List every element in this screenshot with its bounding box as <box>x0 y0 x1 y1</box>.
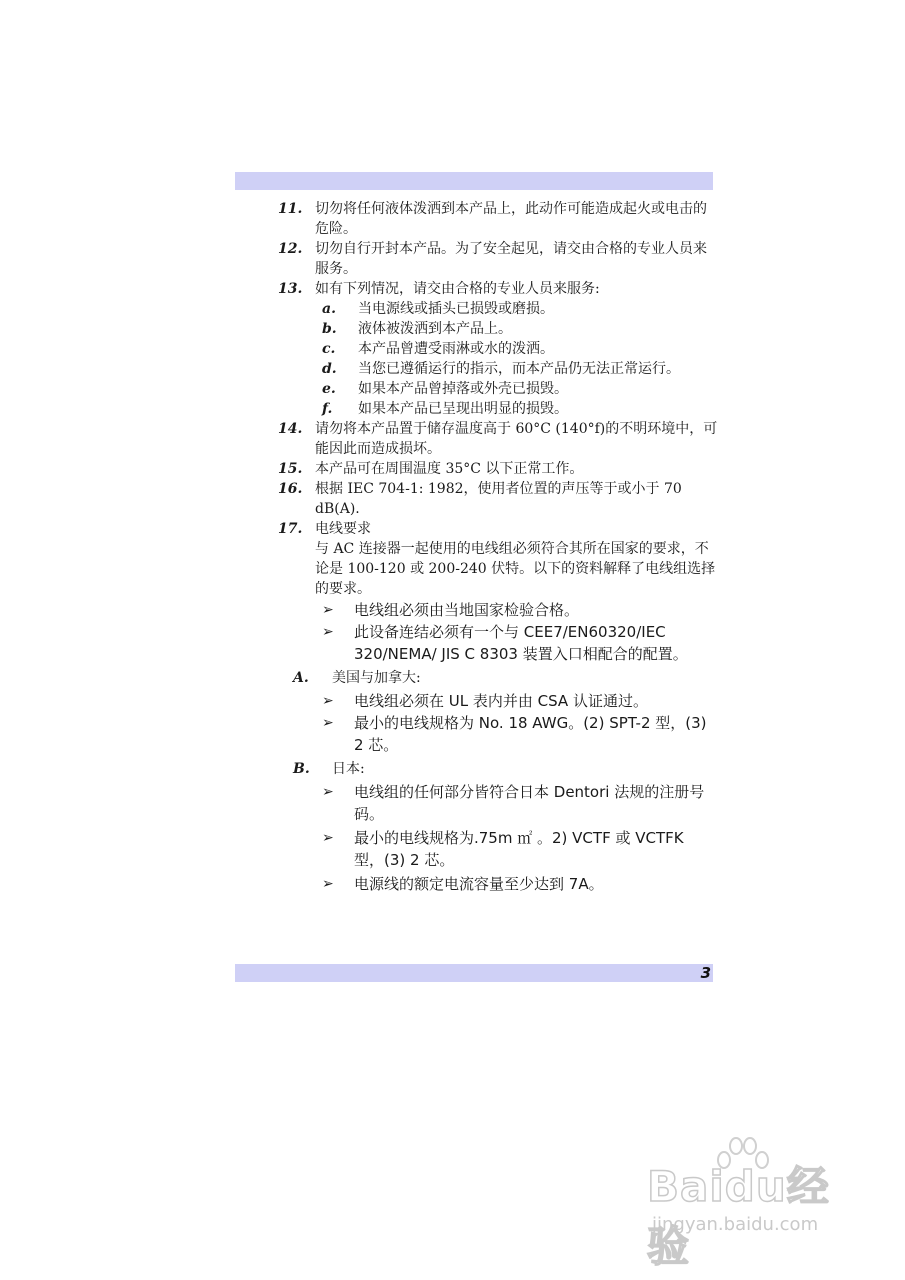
sub-item-letter: c. <box>322 341 336 357</box>
item-description: 与 AC 连接器一起使用的电线组必须符合其所在国家的要求，不论是 100-120 或 200-240 伏特。以下的资料解释了电线组选择的要求。 <box>315 541 716 597</box>
footer-band <box>235 964 713 982</box>
sub-item-letter: e. <box>322 381 336 397</box>
sub-item-text: 当电源线或插头已损毁或磨损。 <box>358 301 554 317</box>
bullet-item <box>322 599 718 621</box>
page-number: 3 <box>700 964 711 982</box>
sub-item-text: 如果本产品曾掉落或外壳已损毁。 <box>358 381 568 397</box>
sub-item-f <box>278 399 718 419</box>
bullet-item <box>322 712 718 756</box>
arrow-bullet-icon: ➢ <box>322 624 334 640</box>
item-title: 电线要求 <box>315 521 371 537</box>
sub-item-text: 如果本产品已呈现出明显的损毁。 <box>358 401 568 417</box>
arrow-bullet-icon: ➢ <box>322 876 334 892</box>
bullet-item <box>322 690 718 712</box>
item-number: 11. <box>278 201 303 217</box>
item-number: 12. <box>278 241 303 257</box>
safety-instructions <box>278 199 718 895</box>
arrow-bullet-icon: ➢ <box>322 830 334 846</box>
bullet-text: 电线组的任何部分皆符合日本 Dentori 法规的注册号码。 <box>354 783 705 823</box>
list-item-11 <box>278 199 718 239</box>
bullet-text: 电源线的额定电流容量至少达到 7A。 <box>354 875 604 893</box>
item-text: 切勿自行开封本产品。为了安全起见，请交由合格的专业人员来服务。 <box>315 241 707 277</box>
item-number: 14. <box>278 421 303 437</box>
item-number: 16. <box>278 481 303 497</box>
arrow-bullet-icon: ➢ <box>322 693 334 709</box>
bullet-text: 最小的电线规格为.75m ㎡ 。2) VCTF 或 VCTFK 型，(3) 2 芯。 <box>354 829 684 869</box>
item-text: 如有下列情况，请交由合格的专业人员来服务: <box>315 281 600 297</box>
sub-item-letter: a. <box>322 301 336 317</box>
sub-item-letter: b. <box>322 321 337 337</box>
header-band <box>235 172 713 190</box>
item-number: 17. <box>278 521 303 537</box>
arrow-bullet-icon: ➢ <box>322 784 334 800</box>
item-text: 本产品可在周围温度 35°C 以下正常工作。 <box>315 461 584 477</box>
section-a-heading <box>278 668 718 688</box>
list-item-14 <box>278 419 718 459</box>
bullet-item <box>322 781 718 825</box>
sub-item-text: 本产品曾遭受雨淋或水的泼洒。 <box>358 341 554 357</box>
sub-item-c <box>278 339 718 359</box>
watermark-brand: Baidu经验 <box>647 1162 830 1271</box>
list-item-13 <box>278 279 718 299</box>
sub-item-letter: f. <box>322 401 333 417</box>
item-text: 切勿将任何液体泼洒到本产品上，此动作可能造成起火或电击的危险。 <box>315 201 707 237</box>
sub-item-text: 液体被泼洒到本产品上。 <box>358 321 512 337</box>
list-item-16 <box>278 479 718 519</box>
section-b-heading <box>278 759 718 779</box>
item-number: 13. <box>278 281 303 297</box>
section-letter: A. <box>293 670 309 686</box>
section-title: 美国与加拿大: <box>332 670 421 686</box>
item-text: 请勿将本产品置于储存温度高于 60°C (140°f)的不明环境中，可能因此而造成损坏。 <box>315 421 718 457</box>
section-letter: B. <box>293 761 310 777</box>
bullet-text: 电线组必须在 UL 表内并由 CSA 认证通过。 <box>354 692 648 710</box>
sub-item-b <box>278 319 718 339</box>
bullet-text: 此设备连结必须有一个与 CEE7/EN60320/IEC 320/NEMA/ JIS C 8303 装置入口相配合的配置。 <box>354 623 688 663</box>
sub-item-text: 当您已遵循运行的指示，而本产品仍无法正常运行。 <box>358 361 680 377</box>
item-number: 15. <box>278 461 303 477</box>
bullet-text: 电线组必须由当地国家检验合格。 <box>354 601 580 619</box>
arrow-bullet-icon: ➢ <box>322 715 334 731</box>
sub-item-a <box>278 299 718 319</box>
arrow-bullet-icon: ➢ <box>322 602 334 618</box>
sub-item-e <box>278 379 718 399</box>
list-item-12 <box>278 239 718 279</box>
section-a-bullets <box>322 690 718 756</box>
sub-item-letter: d. <box>322 361 337 377</box>
bullet-item <box>322 873 718 895</box>
item-text: 根据 IEC 704-1: 1982，使用者位置的声压等于或小于 70 dB(A). <box>315 481 682 517</box>
list-item-15 <box>278 459 718 479</box>
watermark-url: jingyan.baidu.com <box>652 1214 819 1235</box>
list-item-17 <box>278 519 718 599</box>
bullet-text: 最小的电线规格为 No. 18 AWG。(2) SPT-2 型，(3) 2 芯。 <box>354 714 707 754</box>
bullet-item <box>322 621 718 665</box>
bullet-item <box>322 827 718 871</box>
baidu-watermark <box>642 1138 872 1271</box>
sub-item-d <box>278 359 718 379</box>
section-b-bullets <box>322 781 718 895</box>
cord-bullets <box>322 599 718 665</box>
section-title: 日本: <box>332 761 365 777</box>
